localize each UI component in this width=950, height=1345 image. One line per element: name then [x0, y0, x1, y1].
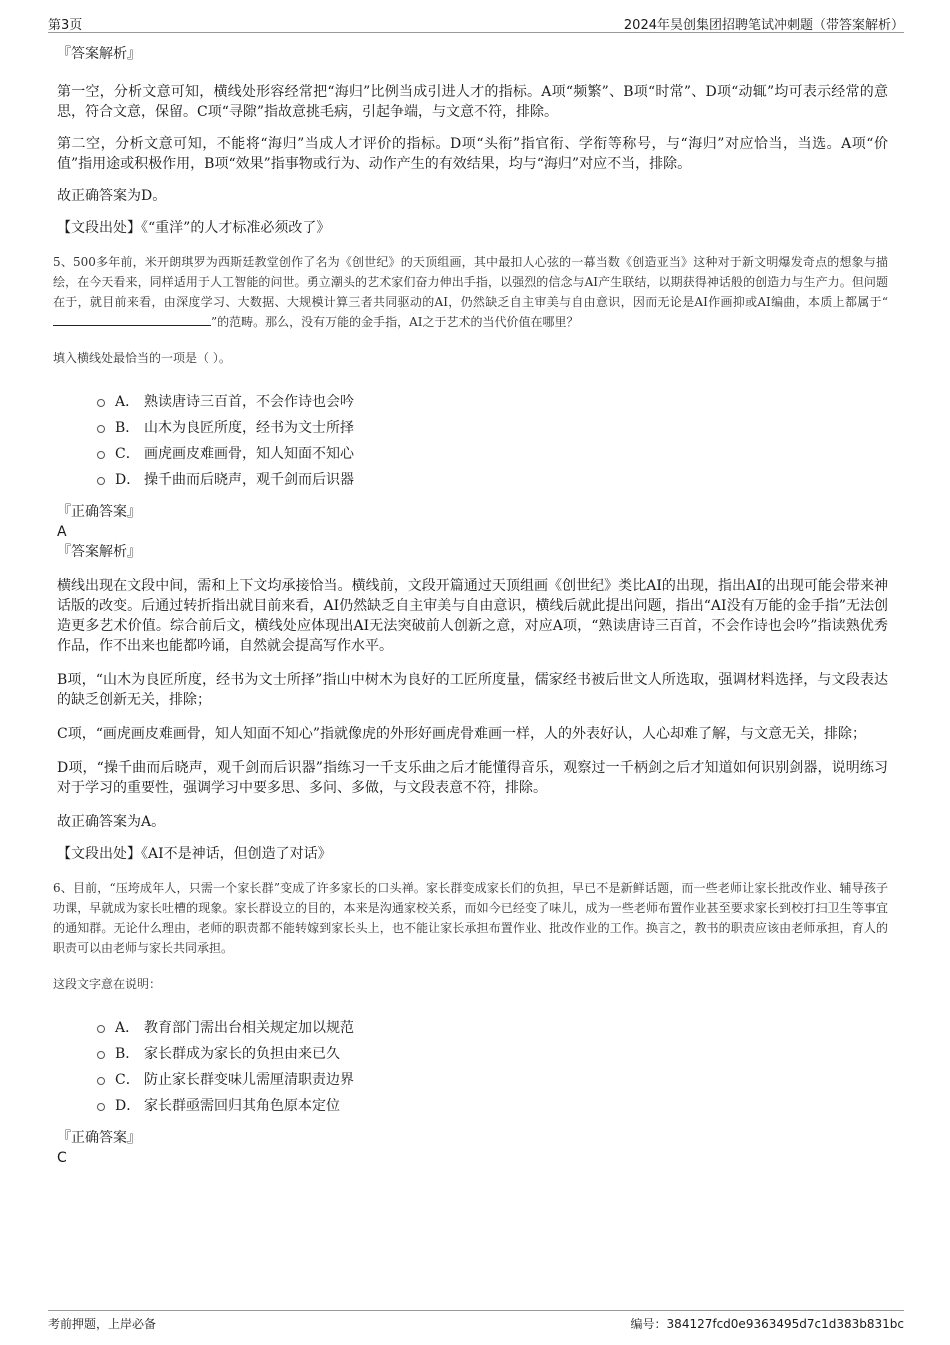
analysis-paragraph: C项，“画虎画皮难画骨，知人知面不知心”指就像虎的外形好画虎骨难画一样，人的外表好认，人心却难了解，与文意无关，排除；	[57, 726, 867, 742]
option-a[interactable]: A． 熟读唐诗三百首，不会作诗也会吟	[97, 390, 888, 416]
correct-answer: A	[57, 524, 67, 540]
radio-button[interactable]	[97, 425, 105, 433]
analysis-paragraph: 第二空，分析文意可知，不能将“海归”当成人才评价的指标。D项“头衔”指官衔、学衔等称号，与“海归”对应恰当，当选。A项“价值”指用途或积极作用，B项“效果”指事物或行为、动作产生的有效结果，均与“海归”对应不当，排除。	[57, 136, 888, 172]
question-6-prompt: 这段文字意在说明：	[53, 977, 162, 991]
radio-button[interactable]	[97, 451, 105, 459]
option-b[interactable]: B． 家长群成为家长的负担由来已久	[97, 1042, 888, 1068]
option-c[interactable]: C． 画虎画皮难画骨，知人知面不知心	[97, 442, 888, 468]
analysis-heading: 『答案解析』	[57, 544, 141, 560]
page-number: 第3页	[48, 18, 83, 33]
footer-slogan: 考前押题，上岸必备	[48, 1317, 157, 1331]
page-footer	[48, 1310, 904, 1337]
radio-button[interactable]	[97, 477, 105, 485]
analysis-conclusion: 故正确答案为D。	[57, 188, 167, 204]
analysis-paragraph: D项，“操千曲而后晓声，观千剑而后识器”指练习一千支乐曲之后才能懂得音乐，观察过一千柄剑之后才知道如何识别剑器，说明练习对于学习的重要性，强调学习中要多思、多问、多做，与文段表意不符，排除。	[57, 760, 888, 796]
question-6-text: 6、目前，“压垮成年人，只需一个家长群”变成了许多家长的口头禅。家长群变成家长们的负担，早已不是新鲜话题，而一些老师让家长批改作业、辅导孩子功课，早就成为家长吐槽的现象。家长群设立的目的，本来是沟通家校关系，而如今已经变了味儿，成为一些老师布置作业甚至要求家长到校打扫卫生等事宜的通知群。无论什么理由，老师的职责都不能转嫁到家长头上，也不能让家长承担布置作业、批改作业的工作。换言之，教书的职责应该由老师承担，育人的职责可以由老师与家长共同承担。	[53, 881, 888, 955]
source-note: 【文段出处】《AI不是神话，但创造了对话》	[57, 846, 332, 862]
question-5-text: 5、500多年前，米开朗琪罗为西斯廷教堂创作了名为《创世纪》的天顶组画，其中最扣人心弦的一幕当数《创造亚当》这种对于新文明爆发奇点的想象与描绘，在今天看来，同样适用于人工智能的问世。勇立潮头的艺术家们奋力伸出手指，以强烈的信念与AI产生联结，以期获得神话般的创造力与生产力。但问题在于，就目前来看，由深度学习、大数据、大规模计算三者共同驱动的AI，仍然缺乏自主审美与自由意识，因而无论是AI作画抑或AI编曲，本质上都属于“”的范畴。那么，没有万能的金手指，AI之于艺术的当代价值在哪里？	[53, 255, 888, 329]
fill-blank	[53, 313, 211, 326]
radio-button[interactable]	[97, 399, 105, 407]
option-c[interactable]: C． 防止家长群变味儿需厘清职责边界	[97, 1068, 888, 1094]
correct-answer-heading: 『正确答案』	[57, 504, 141, 520]
document-code: 编号：384127fcd0e9363495d7c1d383b831bc	[630, 1317, 904, 1331]
option-d[interactable]: D． 操千曲而后晓声，观千剑而后识器	[97, 468, 888, 494]
analysis-paragraph: B项，“山木为良匠所度，经书为文士所择”指山中树木为良好的工匠所度量，儒家经书被后世文人所选取，强调材料选择，与文段表达的缺乏创新无关，排除；	[57, 672, 888, 708]
analysis-paragraph: 第一空，分析文意可知，横线处形容经常把“海归”比例当成引进人才的指标。A项“频繁”、B项“时常”、D项“动辄”均可表示经常的意思，符合文意，保留。C项“寻隙”指故意挑毛病，引起争端，与文意不符，排除。	[57, 84, 888, 120]
radio-button[interactable]	[97, 1025, 105, 1033]
question-5-prompt: 填入横线处最恰当的一项是（ ）。	[53, 351, 231, 365]
analysis-paragraph: 横线出现在文段中间，需和上下文均承接恰当。横线前，文段开篇通过天顶组画《创世纪》类比AI的出现，指出AI的出现可能会带来神话版的改变。后通过转折指出就目前来看，AI仍然缺乏自主审美与自由意识，横线后就此提出问题，指出“AI没有万能的金手指”无法创造更多艺术价值。综合前后文，横线处应体现出AI无法突破前人创新之意，对应A项，“熟读唐诗三百首，不会作诗也会吟”指读熟优秀作品，作不出来也能都吟诵，自然就会提高写作水平。	[57, 578, 888, 654]
radio-button[interactable]	[97, 1051, 105, 1059]
analysis-heading: 『答案解析』	[57, 46, 141, 62]
document-title: 2024年昊创集团招聘笔试冲刺题（带答案解析）	[623, 18, 904, 33]
radio-button[interactable]	[97, 1077, 105, 1085]
radio-button[interactable]	[97, 1103, 105, 1111]
correct-answer: C	[57, 1150, 67, 1166]
option-a[interactable]: A． 教育部门需出台相关规定加以规范	[97, 1016, 888, 1042]
source-note: 【文段出处】《“重洋”的人才标准必须改了》	[57, 220, 331, 236]
option-b[interactable]: B． 山木为良匠所度，经书为文士所择	[97, 416, 888, 442]
page-content	[53, 44, 888, 1168]
page-header	[48, 12, 904, 33]
question-5-options	[97, 390, 888, 494]
option-d[interactable]: D． 家长群亟需回归其角色原本定位	[97, 1094, 888, 1120]
correct-answer-heading: 『正确答案』	[57, 1130, 141, 1146]
analysis-conclusion: 故正确答案为A。	[57, 814, 166, 830]
question-6-options	[97, 1016, 888, 1120]
